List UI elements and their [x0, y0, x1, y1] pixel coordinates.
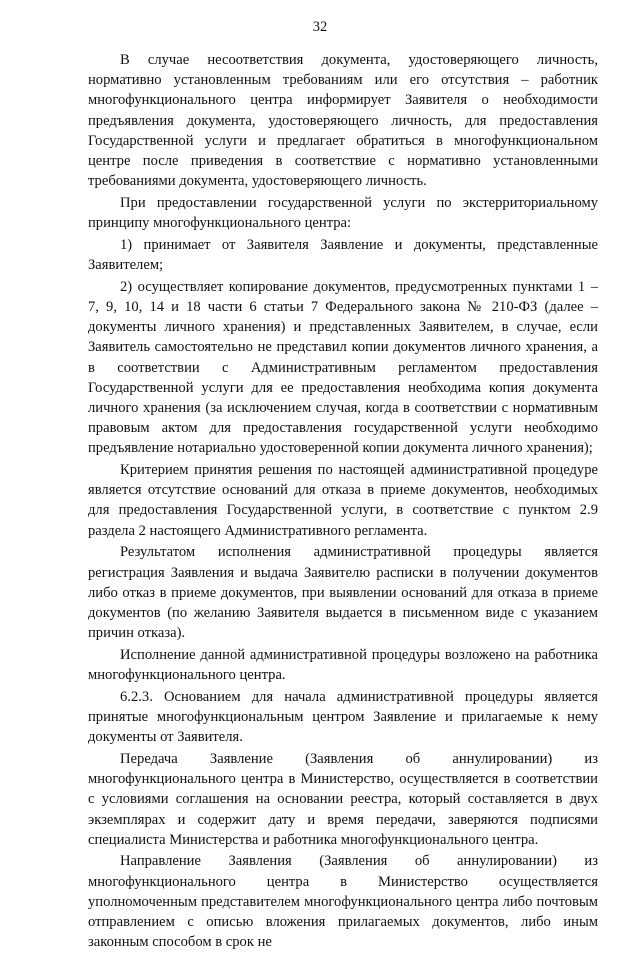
paragraph-extraterritorial-intro: При предоставлении государственной услуги по экстерриториальному принципу многофункционального центра:	[88, 194, 598, 232]
paragraph-transfer-to-ministry: Передача Заявление (Заявления об аннулировании) из многофункционального центра в Министерство, осуществляется в соответствии с условиями соглашения на основании реестра, который составляется в двух экземплярах и содержит дату и время передачи, заверяются подписями специалиста Министерства и работника многофункционального центра.	[88, 750, 598, 848]
paragraph-procedure-result: Результатом исполнения административной процедуры является регистрация Заявления и выдача Заявителю расписки в получении документов либо отказ в приеме документов, при выявлении оснований для отказа в приеме документов (по желанию Заявителя выдается в письменном виде с указанием причин отказа).	[88, 544, 598, 642]
document-body	[88, 50, 598, 954]
list-item-2: 2) осуществляет копирование документов, предусмотренных пунктами 1 – 7, 9, 10, 14 и 18 части 6 статьи 7 Федерального закона № 210-ФЗ (далее – документы личного хранения) и представленных Заявителем, в случае, если Заявитель самостоятельно не представил копии документов личного хранения, а в соответствии с Административным регламентом предоставления Государственной услуги для ее предоставления необходима копия документа личного хранения (за исключением случая, когда в соответствии с нормативным правовым актом для предоставления государственной услуги необходимо предъявление нотариально удостоверенной копии документа личного хранения);	[88, 278, 598, 457]
list-item-1: 1) принимает от Заявителя Заявление и документы, представленные Заявителем;	[88, 236, 598, 274]
page-number: 32	[312, 19, 328, 35]
paragraph-identity-document: В случае несоответствия документа, удостоверяющего личность, нормативно установленным требованиям или его отсутствия – работник многофункционального центра информирует Заявителя о необходимости предъявления документа, удостоверяющего личность, для предоставления Государственной услуги и предлагает обратиться в многофункциональном центре после приведения в соответствие с нормативно установленными требованиями документа, удостоверяющего личность.	[88, 52, 598, 190]
paragraph-section-6-2-3: 6.2.3. Основанием для начала административной процедуры является принятые многофункциональным центром Заявление и прилагаемые к нему документы от Заявителя.	[88, 688, 598, 746]
paragraph-sending-application: Направление Заявления (Заявления об аннулировании) из многофункционального центра в Министерство осуществляется уполномоченным представителем многофункционального центра либо почтовым отправлением с описью вложения прилагаемых документов, либо иным законным способом в срок не	[88, 853, 598, 951]
paragraph-decision-criterion: Критерием принятия решения по настоящей административной процедуре является отсутствие оснований для отказа в приеме документов, необходимых для предоставления Государственной услуги, в соответствие с пунктом 2.9 раздела 2 настоящего Административного регламента.	[88, 462, 598, 539]
paragraph-procedure-executor: Исполнение данной административной процедуры возложено на работника многофункционального центра.	[88, 646, 598, 684]
